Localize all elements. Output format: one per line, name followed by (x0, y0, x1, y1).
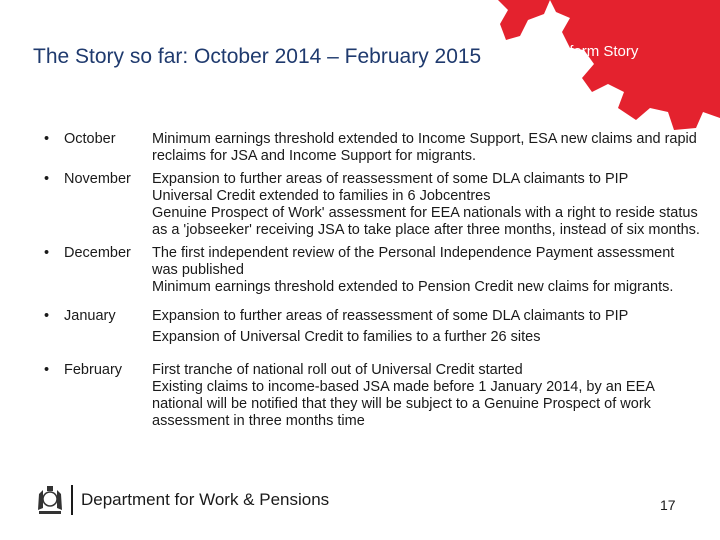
page-number: 17 (660, 497, 676, 513)
slide-title: The Story so far: October 2014 – February 2015 (33, 45, 482, 68)
timeline-item: The first independent review of the Personal Independence Payment assessment was published (152, 245, 675, 278)
month-label: January (64, 308, 116, 324)
royal-crest-icon (33, 484, 67, 516)
timeline-item: Genuine Prospect of Work' assessment for EEA nationals with a right to reside status as a 'jobseeker' receiving JSA to take place after three months, instead of six months. (152, 205, 700, 238)
department-name: Department for Work & Pensions (81, 490, 330, 509)
gear-icon (478, 0, 720, 130)
month-description (152, 362, 704, 430)
timeline-item: Expansion of Universal Credit to families to a further 26 sites (152, 329, 541, 345)
timeline-row-october (44, 131, 704, 165)
timeline-row-february (44, 362, 704, 430)
bullet-icon: • (44, 308, 50, 324)
month-description (152, 171, 704, 239)
reform-story-badge: The Reform Story (520, 43, 639, 60)
bullet-icon: • (44, 171, 50, 187)
timeline-row-november (44, 171, 704, 239)
timeline-list (44, 131, 704, 430)
month-description (152, 245, 704, 296)
bullet-icon: • (44, 362, 50, 378)
timeline-row-january (44, 306, 704, 348)
timeline-row-december (44, 245, 704, 296)
month-description (152, 131, 704, 165)
month-label: October (64, 131, 116, 147)
logo-divider (71, 485, 73, 515)
timeline-item: Universal Credit extended to families in 6 Jobcentres (152, 188, 491, 204)
month-label: February (64, 362, 123, 378)
bullet-icon: • (44, 245, 50, 261)
month-label: December (64, 245, 131, 261)
timeline-item: Minimum earnings threshold extended to Income Support, ESA new claims and rapid reclaims for JSA and Income Support for migrants. (152, 131, 697, 164)
timeline-item: Expansion to further areas of reassessment of some DLA claimants to PIP (152, 308, 629, 324)
department-logo (33, 484, 329, 516)
timeline-item: First tranche of national roll out of Universal Credit started (152, 362, 523, 378)
timeline-item: Minimum earnings threshold extended to Pension Credit new claims for migrants. (152, 279, 674, 295)
bullet-icon: • (44, 131, 50, 147)
timeline-item: Existing claims to income-based JSA made before 1 January 2014, by an EEA national will be notified that they will be subject to a Genuine Prospect of work assessment in three months time (152, 379, 655, 429)
timeline-item: Expansion to further areas of reassessment of some DLA claimants to PIP (152, 171, 629, 187)
month-description (152, 306, 704, 348)
month-label: November (64, 171, 131, 187)
